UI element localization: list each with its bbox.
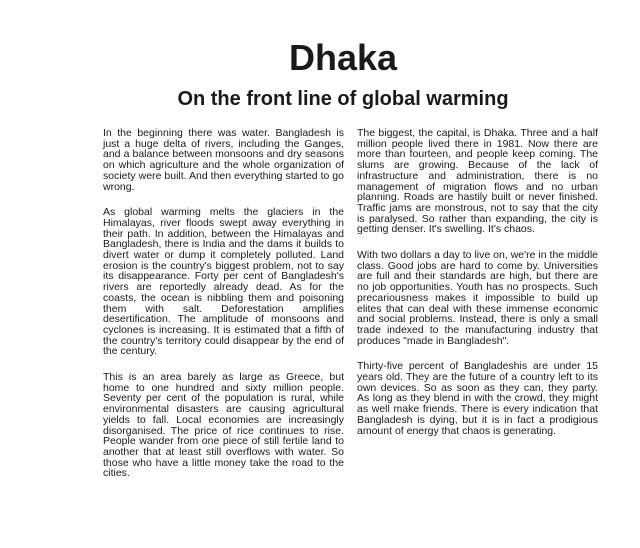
header bbox=[88, 38, 598, 112]
paragraph-intro: In the beginning there was water. Bangladesh is just a huge delta of rivers, including the Ganges, and a balance between monsoons and dry seasons on which agriculture and the whole organization of society were built. And then everything started to go wrong. bbox=[103, 127, 344, 193]
right-column bbox=[357, 128, 598, 479]
paragraph-global-warming: As global warming melts the glaciers in the Himalayas, river floods swept away everything in their path. In addition, between the Himalayas and Bangladesh, there is India and the dams it builds to divert water or dump it completely polluted. Land erosion is the country's biggest problem, not to say its disappearance. Forty per cent of Bangladesh's rivers are reportedly already dead. As for the coasts, the ocean is nibbling them and poisoning them with salt. Deforestation amplifies desertification. The amplitude of monsoons and cyclones is increasing. It is estimated that a fifth of the country's territory could disappear by the end of the century. bbox=[103, 206, 344, 358]
paragraph-capital: The biggest, the capital, is Dhaka. Three and a half million people lived there in 1981. Now there are more than fourteen, and people keep coming. The slums are growing. Because of the lack of infrastructure and administration, there is no management of migration flows and no urban planning. Roads are hastily built or never finished. Traffic jams are monstrous, not to say that the city is paralysed. So rather than expanding, the city is getting denser. It's swelling. It's chaos. bbox=[357, 127, 598, 236]
paragraph-middle-class: With two dollars a day to live on, we're in the middle class. Good jobs are hard to come by. Universities are full and their standards are high, but there are no job opportunities. Youth has no prospects. Such precariousness makes it impossible to build up elites that can deal with these immense economic and social problems. Instead, there is only a small trade indexed to the manufacturing industry that produces "made in Bangladesh". bbox=[357, 249, 598, 347]
left-column bbox=[103, 128, 344, 479]
paragraph-youth: Thirty-five percent of Bangladeshis are under 15 years old. They are the future of a country left to its own devices. So as soon as they can, they party. As long as they blend in with the crowd, they might as well make friends. There is every indication that Bangladesh is dying, but it is in fact a prodigious amount of energy that chaos is generating. bbox=[357, 360, 598, 437]
page-title: Dhaka bbox=[288, 37, 398, 78]
article-body bbox=[103, 128, 598, 479]
page-subtitle: On the front line of global warming bbox=[177, 88, 509, 110]
paragraph-population: This is an area barely as large as Greece, but home to one hundred and sixty million people. Seventy per cent of the population is rural, while environmental disasters are causing agricultural yields to fall. Local economies are increasingly disorganised. The price of rice continues to rise. People wander from one piece of still fertile land to another that at least still overflows with water. So those who have a little money take the road to the cities. bbox=[103, 371, 344, 480]
